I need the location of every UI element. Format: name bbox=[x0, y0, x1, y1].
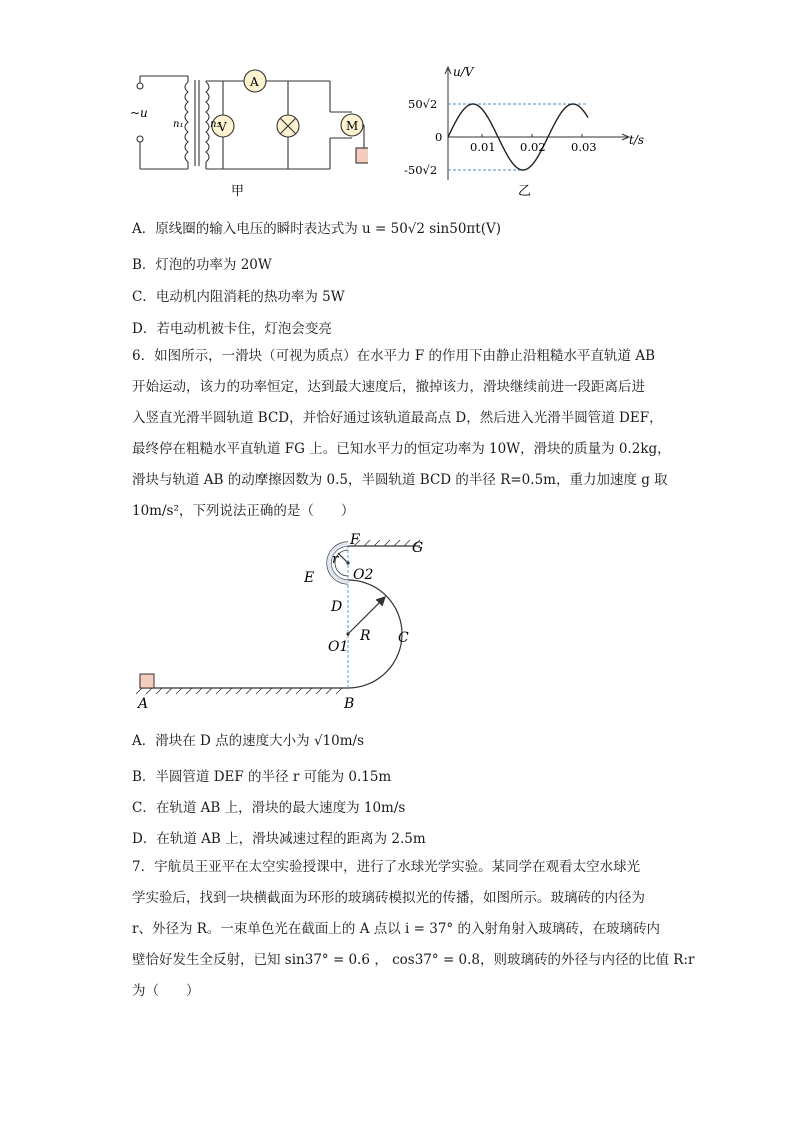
n2-label: n₂ bbox=[210, 119, 221, 130]
point-b-label: B bbox=[344, 696, 355, 710]
y-bottom-label: -50√2 bbox=[404, 163, 438, 177]
radius-r-label: r bbox=[332, 552, 339, 567]
q7-line-1: 7．宇航员王亚平在太空实验授课中，进行了水球光学实验。某同学在观看太空水球光 bbox=[132, 859, 641, 875]
figure-yi-label: 乙 bbox=[518, 184, 532, 199]
q7-line-5: 为（ ） bbox=[132, 983, 200, 999]
point-g-label: G bbox=[412, 540, 424, 556]
q6-line-1: 6．如图所示，一滑块（可视为质点）在水平力 F 的作用下由静止沿粗糙水平直轨道 AB bbox=[132, 348, 655, 364]
point-d-label: D bbox=[331, 599, 343, 615]
q5-option-a: A．原线圈的输入电压的瞬时表达式为 u = 50√2 sin50πt(V) bbox=[132, 221, 501, 237]
transformer-circuit-figure bbox=[128, 62, 368, 200]
radius-big-r-label: R bbox=[360, 628, 371, 644]
q6-option-d: D．在轨道 AB 上，滑块减速过程的距离为 2.5m bbox=[132, 831, 426, 847]
q6-line-6: 10m/s²，下列说法正确的是（ ） bbox=[132, 503, 355, 519]
origin-label: 0 bbox=[435, 130, 443, 144]
x-axis-label: t/s bbox=[629, 133, 645, 147]
center-o1-label: O1 bbox=[328, 639, 349, 655]
source-label: ~u bbox=[130, 106, 148, 120]
q6-stem bbox=[132, 341, 680, 527]
q7-line-3: r、外径为 R。一束单色光在截面上的 A 点以 i = 37° 的入射角射入玻璃砖，在玻璃砖内 bbox=[132, 921, 660, 937]
q6-option-c: C．在轨道 AB 上，滑块的最大速度为 10m/s bbox=[132, 800, 406, 816]
q6-line-2: 开始运动，该力的功率恒定，达到最大速度后，撤掉该力，滑块继续前进一段距离后进 bbox=[132, 379, 645, 395]
y-top-label: 50√2 bbox=[408, 97, 438, 111]
q5-option-d: D．若电动机被卡住，灯泡会变亮 bbox=[132, 321, 332, 337]
center-o2-label: O2 bbox=[353, 567, 374, 583]
point-e-label: E bbox=[304, 570, 315, 586]
q6-option-a: A．滑块在 D 点的速度大小为 √10m/s bbox=[132, 733, 365, 749]
point-f-label: F bbox=[350, 532, 360, 548]
q7-line-2: 学实验后，找到一块横截面为环形的玻璃砖模拟光的传播，如图所示。玻璃砖的内径为 bbox=[132, 890, 645, 906]
q5-option-c: C．电动机内阻消耗的热功率为 5W bbox=[132, 289, 345, 305]
tick-label-1: 0.01 bbox=[470, 140, 496, 154]
point-a-label: A bbox=[138, 696, 149, 710]
n1-label: n₁ bbox=[173, 119, 184, 130]
y-axis-label: u/V bbox=[453, 65, 474, 79]
figure-jia-label: 甲 bbox=[231, 184, 245, 199]
q6-line-4: 最终停在粗糙水平直轨道 FG 上。已知水平力的恒定功率为 10W，滑块的质量为 0.2kg， bbox=[132, 441, 671, 457]
q7-stem bbox=[132, 852, 695, 1007]
tick-label-3: 0.03 bbox=[571, 140, 597, 154]
q6-line-3: 入竖直光滑半圆轨道 BCD，并恰好通过该轨道最高点 D，然后进入光滑半圆管道 DEF， bbox=[132, 410, 663, 426]
track-figure bbox=[132, 530, 442, 710]
q6-option-b: B．半圆管道 DEF 的半径 r 可能为 0.15m bbox=[132, 769, 392, 785]
q5-option-b: B．灯泡的功率为 20W bbox=[132, 257, 272, 273]
motor-symbol: M bbox=[346, 119, 359, 133]
voltmeter-symbol: V bbox=[218, 120, 227, 134]
ammeter-symbol: A bbox=[250, 75, 259, 89]
tick-label-2: 0.02 bbox=[520, 140, 546, 154]
voltage-waveform-graph bbox=[400, 62, 660, 200]
point-c-label: C bbox=[398, 630, 409, 646]
q7-line-4: 壁恰好发生全反射，已知 sin37° = 0.6 ， cos37° = 0.8，则玻璃砖的外径与内径的比值 R:r bbox=[132, 952, 695, 968]
q6-line-5: 滑块与轨道 AB 的动摩擦因数为 0.5，半圆轨道 BCD 的半径 R=0.5m，重力加速度 g 取 bbox=[132, 472, 668, 488]
